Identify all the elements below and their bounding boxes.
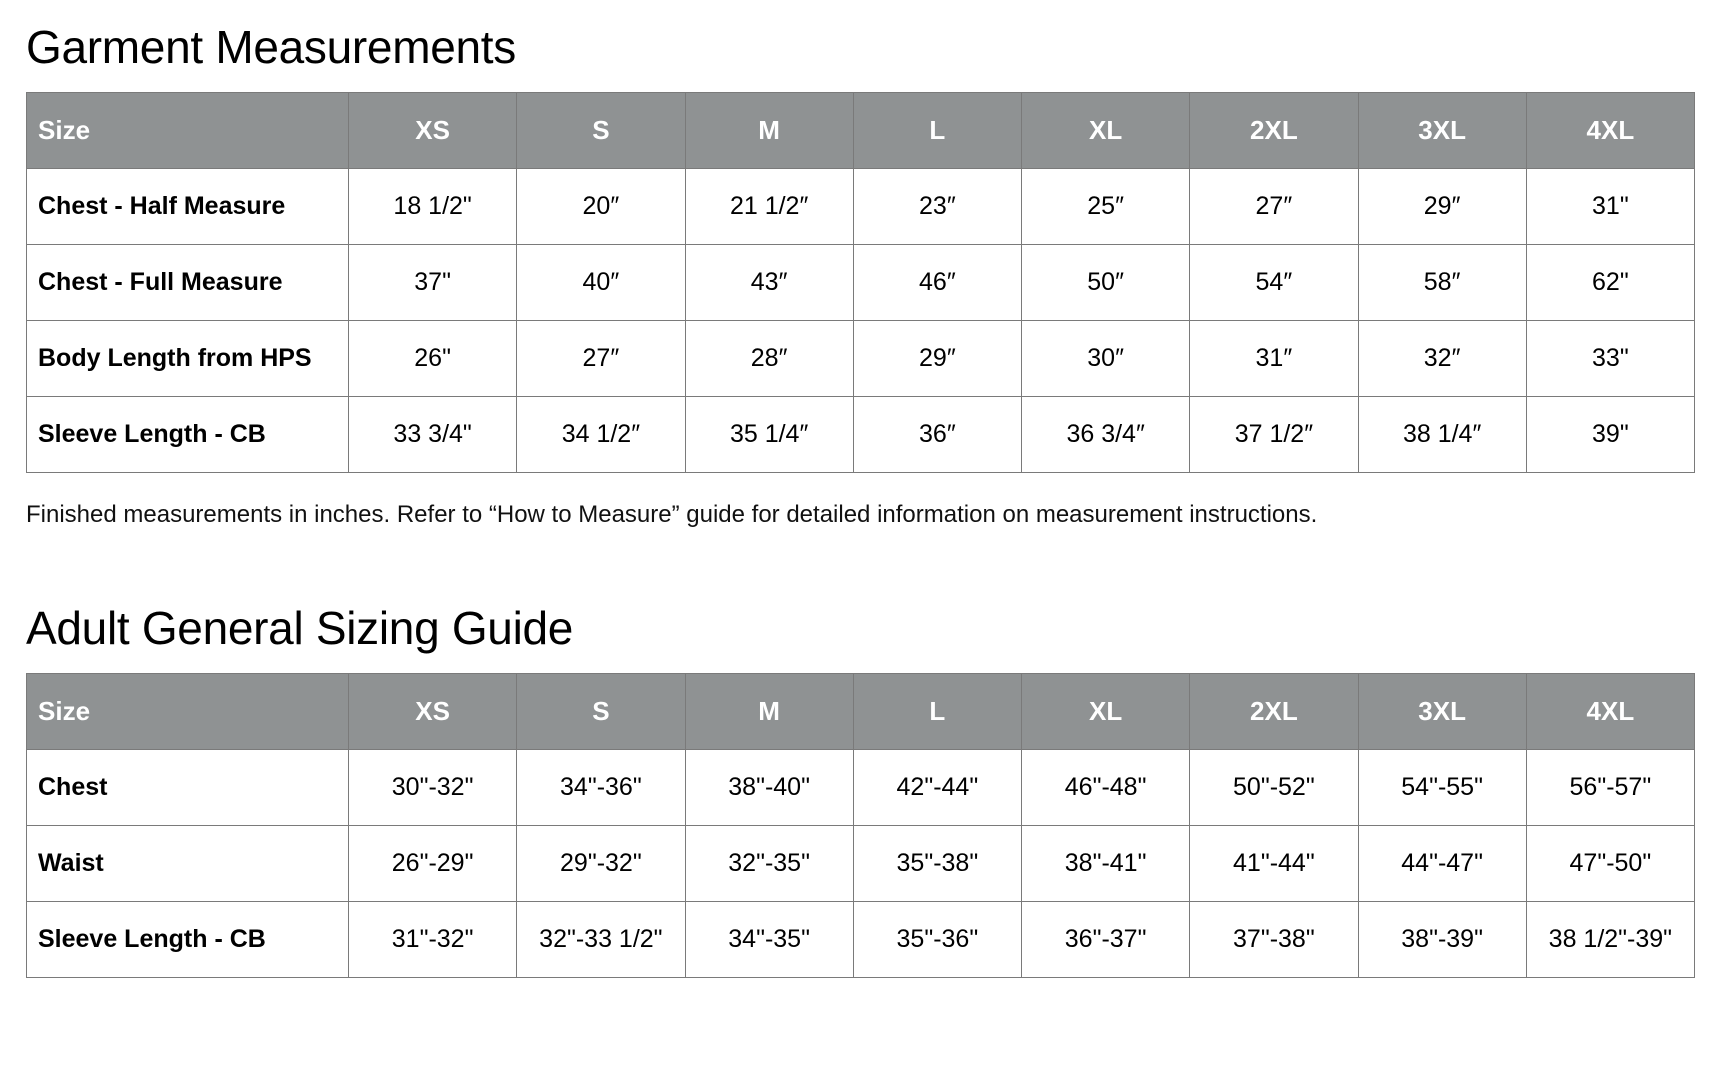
table-cell: 34"-36" <box>517 750 685 826</box>
table-cell: 34 1/2″ <box>517 397 685 473</box>
table-row <box>27 750 1695 826</box>
row-label: Waist <box>27 826 349 902</box>
adult-header-row <box>27 674 1695 750</box>
table-cell: 30"-32" <box>349 750 517 826</box>
row-label: Chest <box>27 750 349 826</box>
size-header-s: S <box>517 674 685 750</box>
table-row <box>27 245 1695 321</box>
size-header-4xl: 4XL <box>1526 93 1694 169</box>
size-header-l: L <box>853 93 1021 169</box>
adult-sizing-section <box>26 603 1694 978</box>
table-cell: 32″ <box>1358 321 1526 397</box>
row-label: Sleeve Length - CB <box>27 397 349 473</box>
row-label: Body Length from HPS <box>27 321 349 397</box>
table-cell: 27″ <box>517 321 685 397</box>
table-cell: 29″ <box>1358 169 1526 245</box>
size-header-3xl: 3XL <box>1358 93 1526 169</box>
size-header-xl: XL <box>1022 93 1190 169</box>
table-cell: 56"-57" <box>1526 750 1694 826</box>
table-cell: 21 1/2″ <box>685 169 853 245</box>
size-header-4xl: 4XL <box>1526 674 1694 750</box>
table-cell: 43″ <box>685 245 853 321</box>
table-cell: 37" <box>349 245 517 321</box>
table-cell: 54"-55" <box>1358 750 1526 826</box>
table-row <box>27 826 1695 902</box>
table-cell: 20″ <box>517 169 685 245</box>
table-cell: 31" <box>1526 169 1694 245</box>
table-cell: 58″ <box>1358 245 1526 321</box>
table-cell: 25″ <box>1022 169 1190 245</box>
table-cell: 39" <box>1526 397 1694 473</box>
adult-sizing-title: Adult General Sizing Guide <box>26 602 574 654</box>
table-cell: 32"-33 1/2" <box>517 902 685 978</box>
table-cell: 44"-47" <box>1358 826 1526 902</box>
garment-measurements-table <box>26 92 1695 473</box>
table-cell: 34"-35" <box>685 902 853 978</box>
table-row <box>27 321 1695 397</box>
table-cell: 46″ <box>853 245 1021 321</box>
table-cell: 23″ <box>853 169 1021 245</box>
table-cell: 37 1/2″ <box>1190 397 1358 473</box>
size-header-m: M <box>685 93 853 169</box>
garment-measurements-section <box>26 22 1694 530</box>
table-cell: 46"-48" <box>1022 750 1190 826</box>
size-header-2xl: 2XL <box>1190 674 1358 750</box>
table-cell: 38 1/2"-39" <box>1526 902 1694 978</box>
table-cell: 40″ <box>517 245 685 321</box>
table-cell: 27″ <box>1190 169 1358 245</box>
garment-measurements-title: Garment Measurements <box>26 21 516 73</box>
size-header-m: M <box>685 674 853 750</box>
garment-header-row <box>27 93 1695 169</box>
size-header-s: S <box>517 93 685 169</box>
table-cell: 31"-32" <box>349 902 517 978</box>
table-cell: 36″ <box>853 397 1021 473</box>
adult-sizing-table <box>26 673 1695 978</box>
table-cell: 47"-50" <box>1526 826 1694 902</box>
table-cell: 31″ <box>1190 321 1358 397</box>
table-cell: 37"-38" <box>1190 902 1358 978</box>
table-cell: 42"-44" <box>853 750 1021 826</box>
table-cell: 26"-29" <box>349 826 517 902</box>
size-column-header: Size <box>27 674 349 750</box>
table-cell: 35"-38" <box>853 826 1021 902</box>
table-cell: 32"-35" <box>685 826 853 902</box>
table-cell: 38"-40" <box>685 750 853 826</box>
table-cell: 50"-52" <box>1190 750 1358 826</box>
row-label: Sleeve Length - CB <box>27 902 349 978</box>
table-cell: 41"-44" <box>1190 826 1358 902</box>
measurement-note: Finished measurements in inches. Refer to “How to Measure” guide for detailed information on measurement instructions. <box>26 501 1318 528</box>
size-header-l: L <box>853 674 1021 750</box>
table-cell: 54″ <box>1190 245 1358 321</box>
table-cell: 62" <box>1526 245 1694 321</box>
table-cell: 30″ <box>1022 321 1190 397</box>
row-label: Chest - Half Measure <box>27 169 349 245</box>
table-cell: 36"-37" <box>1022 902 1190 978</box>
table-cell: 29"-32" <box>517 826 685 902</box>
table-cell: 50″ <box>1022 245 1190 321</box>
table-cell: 35"-36" <box>853 902 1021 978</box>
table-cell: 18 1/2" <box>349 169 517 245</box>
table-row <box>27 169 1695 245</box>
table-cell: 33" <box>1526 321 1694 397</box>
size-header-xl: XL <box>1022 674 1190 750</box>
table-cell: 38 1/4″ <box>1358 397 1526 473</box>
size-header-xs: XS <box>349 674 517 750</box>
size-header-2xl: 2XL <box>1190 93 1358 169</box>
table-cell: 38"-39" <box>1358 902 1526 978</box>
size-header-3xl: 3XL <box>1358 674 1526 750</box>
table-cell: 29″ <box>853 321 1021 397</box>
table-row <box>27 397 1695 473</box>
row-label: Chest - Full Measure <box>27 245 349 321</box>
table-cell: 38"-41" <box>1022 826 1190 902</box>
table-cell: 36 3/4″ <box>1022 397 1190 473</box>
table-cell: 26" <box>349 321 517 397</box>
size-column-header: Size <box>27 93 349 169</box>
table-cell: 35 1/4″ <box>685 397 853 473</box>
table-row <box>27 902 1695 978</box>
table-cell: 33 3/4" <box>349 397 517 473</box>
size-header-xs: XS <box>349 93 517 169</box>
table-cell: 28″ <box>685 321 853 397</box>
